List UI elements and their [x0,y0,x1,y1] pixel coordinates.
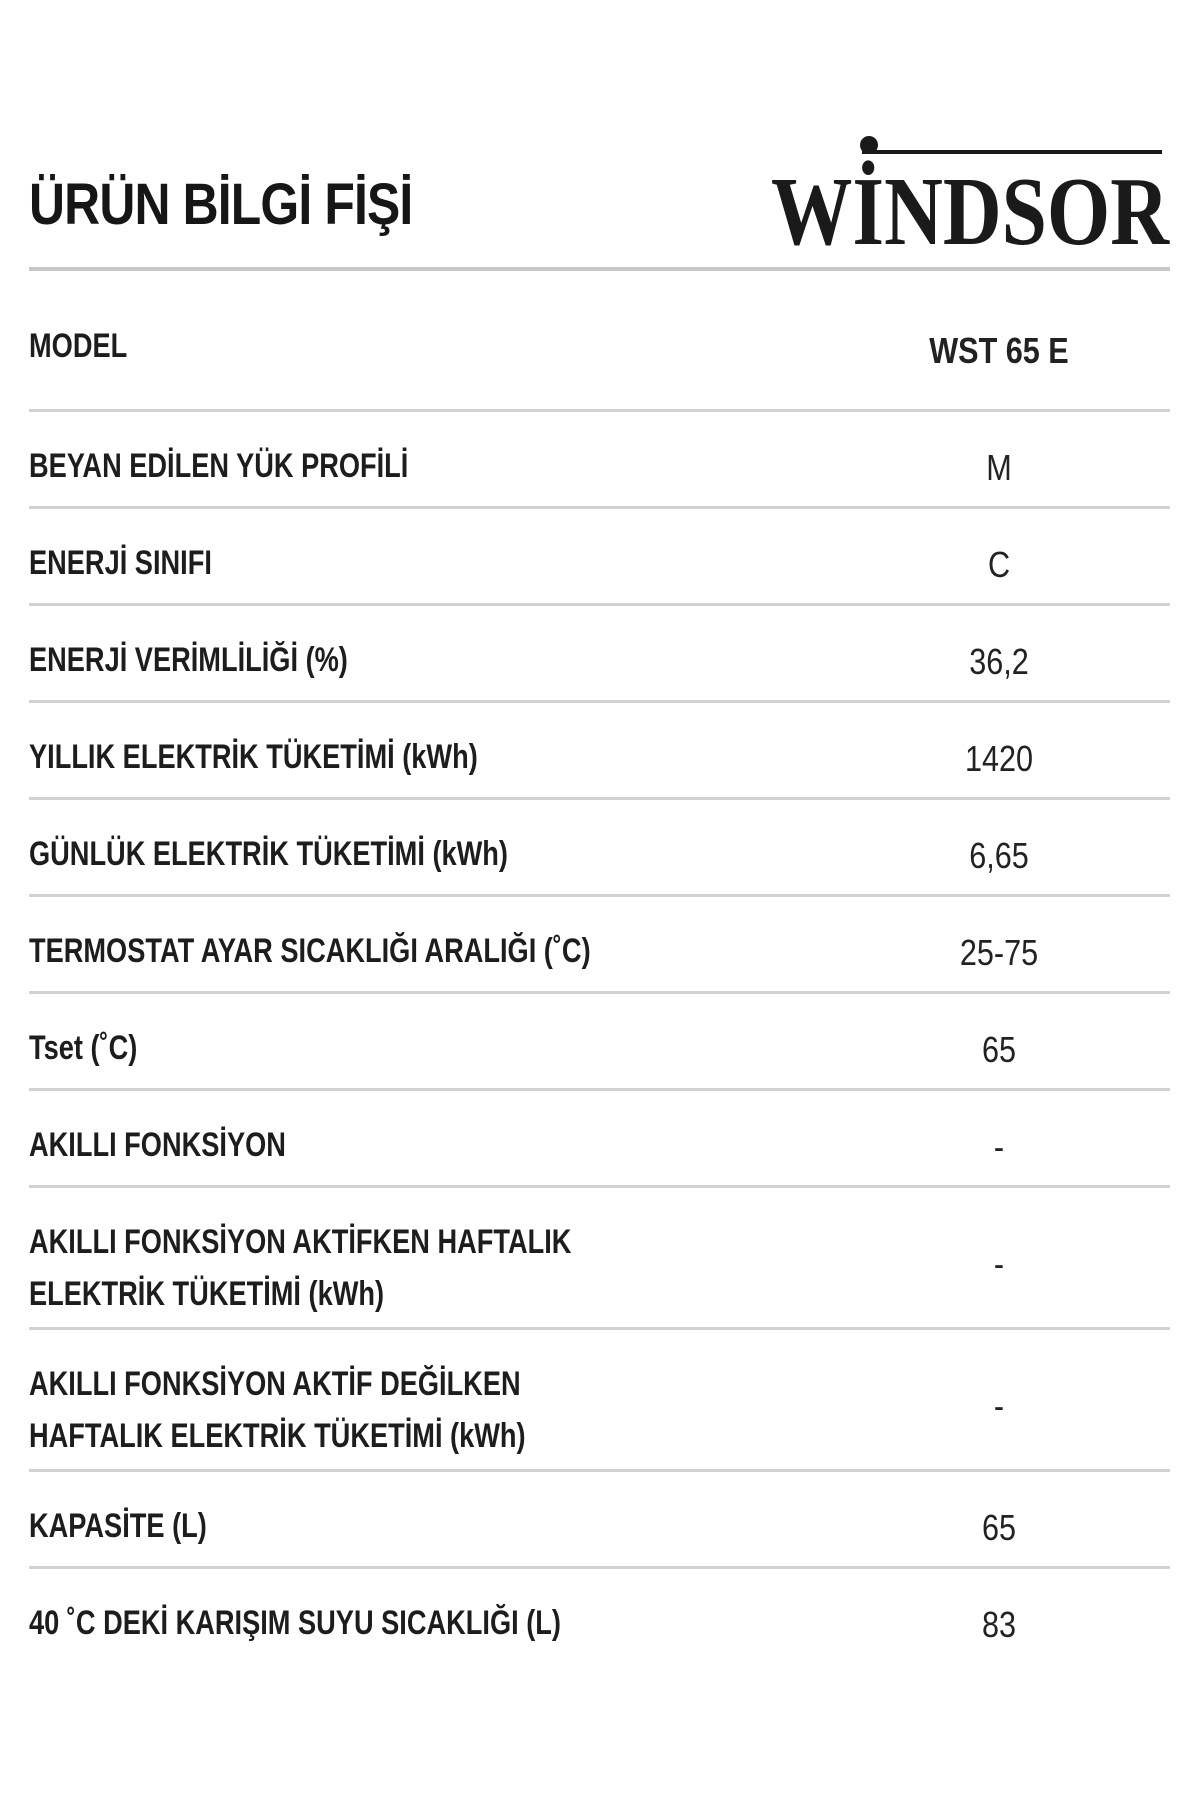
table-row [29,509,1170,606]
spec-table [29,275,1170,1669]
row-label: 40 ˚C DEKİ KARIŞIM SUYU SICAKLIĞI (L) [29,1604,561,1642]
table-row [29,1569,1170,1669]
page-title: ÜRÜN BİLGİ FİŞİ [29,172,413,237]
table-row [29,412,1170,509]
table-row [29,994,1170,1091]
row-value: 36,2 [969,641,1029,682]
row-label: KAPASİTE (L) [29,1507,207,1545]
row-value: 6,65 [969,835,1029,876]
row-label: TERMOSTAT AYAR SICAKLIĞI ARALIĞI (˚C) [29,932,591,970]
table-row [29,1188,1170,1330]
svg-text:WİNDSOR: WİNDSOR [771,158,1170,250]
brand-logo [770,130,1170,250]
row-value: 1420 [964,738,1034,779]
product-info-sheet [29,0,1170,1800]
table-row [29,1091,1170,1188]
row-label: BEYAN EDİLEN YÜK PROFİLİ [29,447,409,485]
table-row [29,606,1170,703]
table-row [29,800,1170,897]
row-label: YILLIK ELEKTRİK TÜKETİMİ (kWh) [29,738,478,776]
header-divider [29,267,1170,271]
row-label: AKILLI FONKSİYON AKTİF DEĞİLKEN HAFTALIK ELEKTRİK TÜKETİMİ (kWh) [29,1365,526,1455]
table-row [29,275,1170,412]
row-label: AKILLI FONKSİYON [29,1126,286,1164]
row-value: 25-75 [959,932,1039,973]
row-value: 83 [981,1604,1017,1645]
row-value: M [986,447,1012,488]
row-value: - [993,1385,1005,1426]
row-label: MODEL [29,327,128,365]
row-label: GÜNLÜK ELEKTRİK TÜKETİMİ (kWh) [29,835,508,873]
row-label: ENERJİ VERİMLİLİĞİ (%) [29,641,348,679]
row-value: - [993,1126,1005,1167]
table-row [29,703,1170,800]
row-value: C [987,544,1011,585]
row-value: WST 65 E [929,330,1069,371]
row-value: - [993,1243,1005,1284]
table-row [29,1472,1170,1569]
row-label: AKILLI FONKSİYON AKTİFKEN HAFTALIK ELEKTRİK TÜKETİMİ (kWh) [29,1223,572,1313]
row-label: Tset (˚C) [29,1029,138,1067]
table-row [29,1330,1170,1472]
row-label: ENERJİ SINIFI [29,544,212,582]
table-row [29,897,1170,994]
row-value: 65 [981,1507,1017,1548]
row-value: 65 [981,1029,1017,1070]
sheet-header [29,130,1170,270]
